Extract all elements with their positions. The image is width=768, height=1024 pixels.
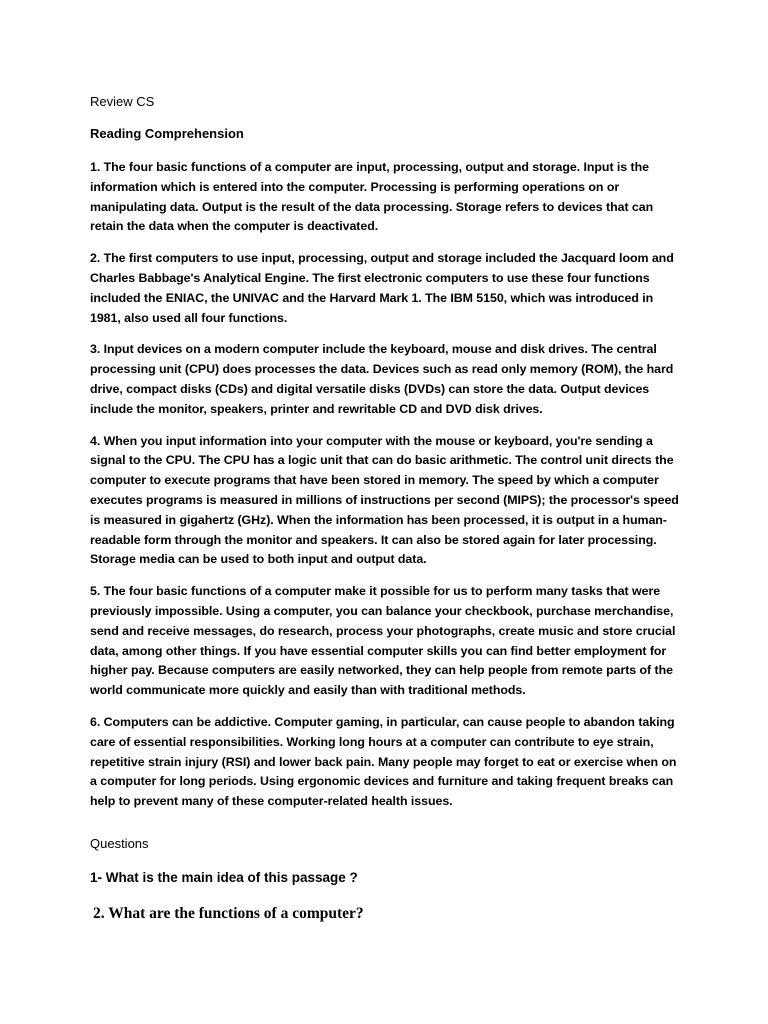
passage xyxy=(90,158,682,824)
paragraph-4: 4. When you input information into your computer with the mouse or keyboard, you're sending a signal to the CPU. The CPU has a logic unit that can do basic arithmetic. The control unit directs the computer to execute programs that have been stored in memory. The speed by which a computer executes programs is measured in millions of instructions per second (MIPS); the processor's speed is measured in gigahertz (GHz). When the information has been processed, it is output in a human-readable form through the monitor and speakers. It can also be stored again for later processing. Storage media can be used to both input and output data. xyxy=(90,433,679,567)
paragraph-1: 1. The four basic functions of a computer are input, processing, output and storage. Input is the information which is entered into the computer. Processing is performing operations on or manipulating data. Output is the result of the data processing. Storage refers to devices that can retain the data when the computer is deactivated. xyxy=(90,160,654,234)
question-2: 2. What are the functions of a computer? xyxy=(93,905,364,922)
questions-heading: Questions xyxy=(90,836,149,851)
document-title: Review CS xyxy=(90,94,155,109)
document-page xyxy=(90,0,690,1024)
paragraph-3: 3. Input devices on a modern computer include the keyboard, mouse and disk drives. The central processing unit (CPU) does processes the data. Devices such as read only memory (ROM), the hard drive, compact disks (CDs) and digital versatile disks (DVDs) can store the data. Output devices include the monitor, speakers, printer and rewritable CD and DVD disk drives. xyxy=(90,342,674,416)
paragraph-2: 2. The first computers to use input, processing, output and storage included the Jacquard loom and Charles Babbage's Analytical Engine. The first electronic computers to use these four functions included the ENIAC, the UNIVAC and the Harvard Mark 1. The IBM 5150, which was introduced in 1981, also used all four functions. xyxy=(90,251,674,325)
paragraph-6: 6. Computers can be addictive. Computer gaming, in particular, can cause people to abandon taking care of essential responsibilities. Working long hours at a computer can contribute to eye strain, repetitive strain injury (RSI) and lower back pain. Many people may forget to eat or exercise when on a computer for long periods. Using ergonomic devices and furniture and taking frequent breaks can help to prevent many of these computer-related health issues. xyxy=(90,714,677,809)
paragraph-5: 5. The four basic functions of a computer make it possible for us to perform many tasks that were previously impossible. Using a computer, you can balance your checkbook, purchase merchandise, send and receive messages, do research, process your photographs, create music and store crucial data, among other things. If you have essential computer skills you can find better employment for higher pay. Because computers are easily networked, they can help people from remote parts of the world communicate more quickly and easily than with traditional methods. xyxy=(90,584,676,698)
question-1: 1- What is the main idea of this passage ? xyxy=(90,870,358,885)
section-heading: Reading Comprehension xyxy=(90,126,244,141)
